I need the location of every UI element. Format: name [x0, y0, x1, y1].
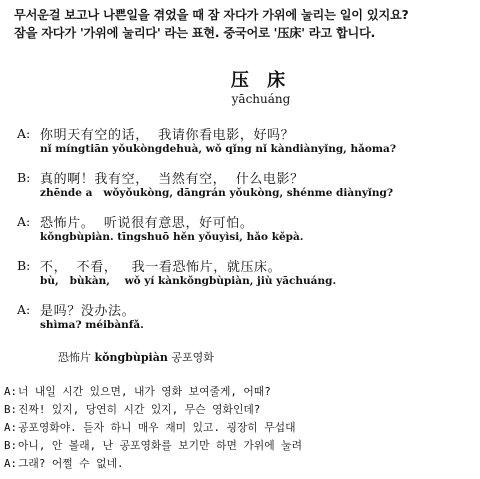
dialogue-hanzi: 你明天有空的话， 我请你看电影，好吗？ [40, 128, 295, 143]
title-hanzi: 压 床 [230, 70, 292, 91]
dialogue-pinyin: nǐ míngtiān yǒukòngdehuà, wǒ qǐng nǐ kàndiànyǐng, hǎoma? [40, 143, 396, 155]
speaker-label: A: [4, 457, 18, 470]
korean-text: 진짜! 있지, 당연히 시간 있지, 무슨 영화인데? [18, 403, 261, 416]
korean-line-1 [4, 384, 271, 399]
vocab-pinyin: kǒngbùpiàn [94, 351, 168, 364]
dialogue-hanzi: 不， 不看， 我一看恐怖片，就压床。 [40, 260, 282, 275]
speaker-label: A: [17, 126, 31, 141]
dialogue-line-1 [0, 124, 480, 160]
intro-line-1: 무서운걸 보고나 나쁜일을 겪었을 때 잠 자다가 가위에 눌리는 일이 있지요? [14, 8, 409, 22]
dialogue-hanzi: 是吗？没办法。 [40, 304, 136, 319]
dialogue-line-4 [0, 256, 480, 292]
dialogue-pinyin: shìma? méibànfǎ. [40, 319, 144, 331]
speaker-label: B: [17, 258, 31, 273]
speaker-label: A: [4, 385, 18, 398]
dialogue-pinyin: kǒngbùpiàn. tīngshuō hěn yǒuyìsi, hǎo kěpà. [40, 231, 304, 243]
title-pinyin: yāchuáng [231, 92, 291, 106]
korean-text: 그래? 어쩔 수 없네. [18, 457, 124, 470]
expression-title [0, 70, 480, 106]
dialogue-line-3 [0, 212, 480, 248]
dialogue-pinyin: zhēnde a wǒyǒukòng, dāngrán yǒukòng, shénme diànyǐng? [40, 187, 394, 199]
intro-text [14, 6, 474, 42]
speaker-label: A: [4, 421, 18, 434]
speaker-label: B: [17, 170, 31, 185]
korean-line-2 [4, 402, 260, 417]
speaker-label: A: [17, 214, 31, 229]
speaker-label: B: [4, 439, 18, 452]
speaker-label: A: [17, 302, 31, 317]
vocab-hanzi: 恐怖片 [58, 351, 91, 364]
dialogue-hanzi: 恐怖片。 听说很有意思，好可怕。 [40, 216, 254, 231]
intro-line-2: 잠을 자다가 '가위에 눌리다' 라는 표현. 중국어로 '压床' 라고 합니다. [14, 26, 376, 40]
korean-line-4 [4, 438, 302, 453]
dialogue-pinyin: bù, bùkàn, wǒ yí kànkǒngbùpiàn, jiù yāchuáng. [40, 275, 337, 287]
korean-text: 아니, 안 볼래, 난 공포영화를 보기만 하면 가위에 눌려 [18, 439, 303, 452]
korean-text: 너 내일 시간 있으면, 내가 영화 보여줄게, 어때? [18, 385, 271, 398]
speaker-label: B: [4, 403, 18, 416]
korean-text: 공포영화야. 듣자 하니 매우 재미 있고. 굉장히 무섭대 [18, 421, 296, 434]
dialogue-line-2 [0, 168, 480, 204]
korean-line-3 [4, 420, 296, 435]
vocab-korean: 공포영화 [171, 351, 214, 364]
korean-line-5 [4, 456, 124, 471]
dialogue-line-5 [0, 300, 480, 336]
dialogue-hanzi: 真的啊！我有空， 当然有空， 什么电影？ [40, 172, 304, 187]
vocab-note [58, 349, 214, 365]
